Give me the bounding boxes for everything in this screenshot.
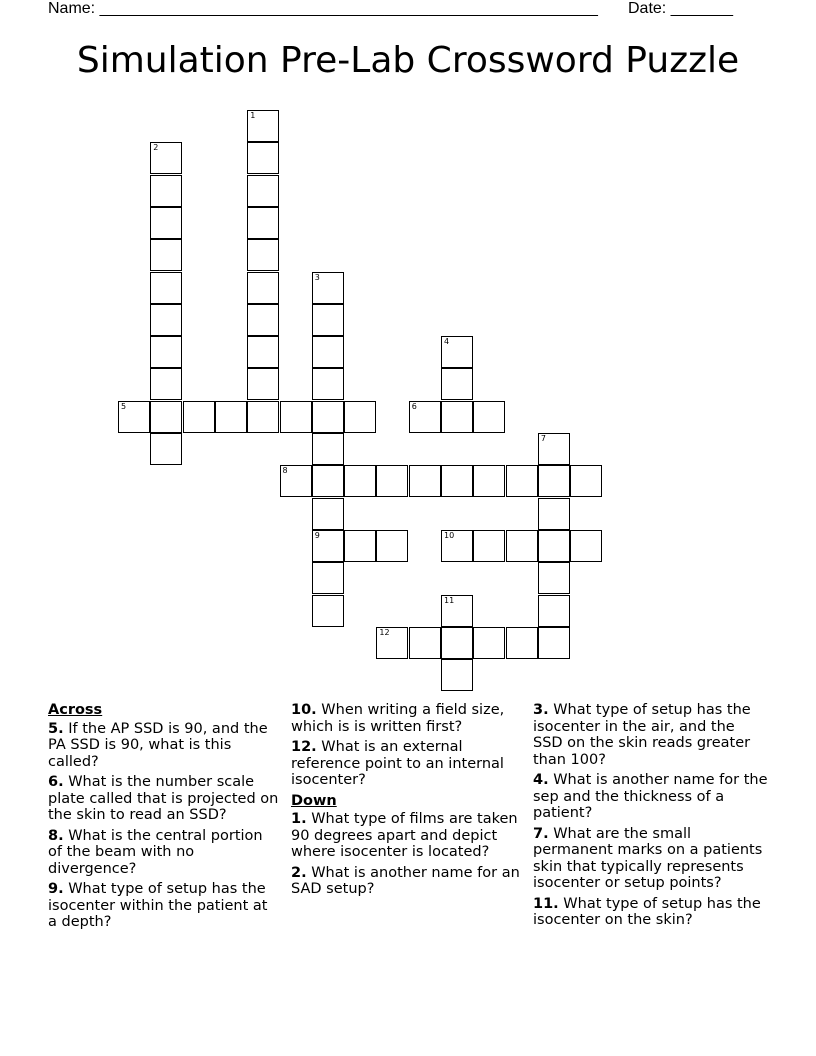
grid-cell[interactable] [247, 272, 279, 304]
date-field-label: Date: _______ [628, 0, 733, 17]
cell-number: 9 [314, 530, 320, 540]
grid-cell[interactable] [441, 465, 473, 497]
cell-number: 6 [411, 401, 417, 411]
grid-cell[interactable] [570, 465, 602, 497]
clue-across-8: 8. What is the central portion of the beam with no divergence? [48, 827, 263, 877]
grid-cell[interactable] [247, 175, 279, 207]
grid-cell[interactable] [473, 401, 505, 433]
clue-down-11: 11. What type of setup has the isocenter on the skin? [533, 895, 761, 928]
grid-cell[interactable] [183, 401, 215, 433]
grid-cell[interactable] [150, 336, 182, 368]
grid-cell[interactable] [247, 336, 279, 368]
grid-cell[interactable] [538, 562, 570, 594]
down-heading: Down [291, 792, 337, 809]
grid-cell[interactable] [441, 595, 473, 627]
grid-cell[interactable] [538, 465, 570, 497]
grid-cell[interactable] [280, 401, 312, 433]
clue-down-1: 1. What type of films are taken 90 degrees apart and depict where isocenter is located? [291, 811, 518, 860]
cell-number: 5 [121, 401, 127, 411]
grid-cell[interactable] [506, 530, 538, 562]
grid-cell[interactable] [312, 272, 344, 304]
grid-cell[interactable] [441, 336, 473, 368]
grid-cell[interactable] [441, 530, 473, 562]
grid-cell[interactable] [312, 595, 344, 627]
grid-cell[interactable] [215, 401, 247, 433]
grid-cell[interactable] [312, 433, 344, 465]
clue-down-3: 3. What type of setup has the isocenter in the air, and the SSD on the skin reads greater than 100? [533, 702, 751, 768]
grid-cell[interactable] [538, 595, 570, 627]
grid-cell[interactable] [376, 530, 408, 562]
clues-column-1 [48, 702, 280, 935]
grid-cell[interactable] [473, 465, 505, 497]
clues-column-2 [291, 702, 523, 902]
cell-number: 4 [444, 337, 450, 347]
grid-cell[interactable] [118, 401, 150, 433]
grid-cell[interactable] [312, 498, 344, 530]
grid-cell[interactable] [473, 627, 505, 659]
grid-cell[interactable] [473, 530, 505, 562]
grid-cell[interactable] [538, 433, 570, 465]
grid-cell[interactable] [247, 110, 279, 142]
clue-down-2: 2. What is another name for an SAD setup? [291, 864, 520, 897]
grid-cell[interactable] [150, 239, 182, 271]
grid-cell[interactable] [312, 368, 344, 400]
grid-cell[interactable] [538, 498, 570, 530]
grid-cell[interactable] [247, 239, 279, 271]
grid-cell[interactable] [312, 304, 344, 336]
cell-number: 2 [153, 143, 159, 153]
grid-cell[interactable] [376, 627, 408, 659]
grid-cell[interactable] [441, 627, 473, 659]
grid-cell[interactable] [506, 627, 538, 659]
cell-number: 8 [282, 466, 288, 476]
grid-cell[interactable] [344, 465, 376, 497]
cell-number: 12 [379, 627, 390, 637]
grid-cell[interactable] [538, 530, 570, 562]
grid-cell[interactable] [150, 142, 182, 174]
clues-column-3 [533, 702, 768, 933]
grid-cell[interactable] [247, 368, 279, 400]
clue-down-7: 7. What are the small permanent marks on a patients skin that typically represents isocenter or setup points? [533, 825, 763, 891]
grid-cell[interactable] [247, 401, 279, 433]
clue-down-4: 4. What is another name for the sep and the thickness of a patient? [533, 772, 768, 821]
page-title: Simulation Pre-Lab Crossword Puzzle [76, 40, 740, 81]
grid-cell[interactable] [506, 465, 538, 497]
grid-cell[interactable] [247, 207, 279, 239]
grid-cell[interactable] [312, 465, 344, 497]
grid-cell[interactable] [344, 530, 376, 562]
grid-cell[interactable] [409, 627, 441, 659]
grid-cell[interactable] [344, 401, 376, 433]
grid-cell[interactable] [409, 401, 441, 433]
cell-number: 1 [250, 111, 256, 120]
cell-number: 11 [444, 595, 455, 605]
grid-cell[interactable] [150, 207, 182, 239]
cell-number: 7 [540, 434, 546, 443]
grid-cell[interactable] [312, 530, 344, 562]
clue-across-5: 5. If the AP SSD is 90, and the PA SSD is 90, what is this called? [48, 720, 268, 770]
grid-cell[interactable] [150, 304, 182, 336]
clue-across-9: 9. What type of setup has the isocenter within the patient at a depth? [48, 881, 268, 930]
grid-cell[interactable] [150, 433, 182, 465]
grid-cell[interactable] [150, 175, 182, 207]
grid-cell[interactable] [280, 465, 312, 497]
grid-cell[interactable] [312, 562, 344, 594]
grid-cell[interactable] [441, 368, 473, 400]
clue-across-10: 10. When writing a field size, which is is written first? [291, 702, 505, 735]
grid-cell[interactable] [570, 530, 602, 562]
grid-cell[interactable] [150, 368, 182, 400]
grid-cell[interactable] [538, 627, 570, 659]
grid-cell[interactable] [312, 336, 344, 368]
grid-cell[interactable] [150, 272, 182, 304]
clue-across-6: 6. What is the number scale plate called that is projected on the skin to read an SSD? [48, 774, 279, 823]
clue-across-12: 12. What is an external reference point to an internal isocenter? [291, 739, 504, 788]
grid-cell[interactable] [441, 659, 473, 691]
grid-cell[interactable] [247, 304, 279, 336]
across-heading: Across [48, 702, 103, 718]
grid-cell[interactable] [376, 465, 408, 497]
grid-cell[interactable] [247, 142, 279, 174]
cell-number: 10 [444, 530, 455, 540]
name-field-label: Name: ________________________________________________________ [48, 0, 598, 17]
grid-cell[interactable] [409, 465, 441, 497]
cell-number: 3 [314, 272, 320, 282]
grid-cell[interactable] [312, 401, 344, 433]
grid-cell[interactable] [441, 401, 473, 433]
grid-cell[interactable] [150, 401, 182, 433]
